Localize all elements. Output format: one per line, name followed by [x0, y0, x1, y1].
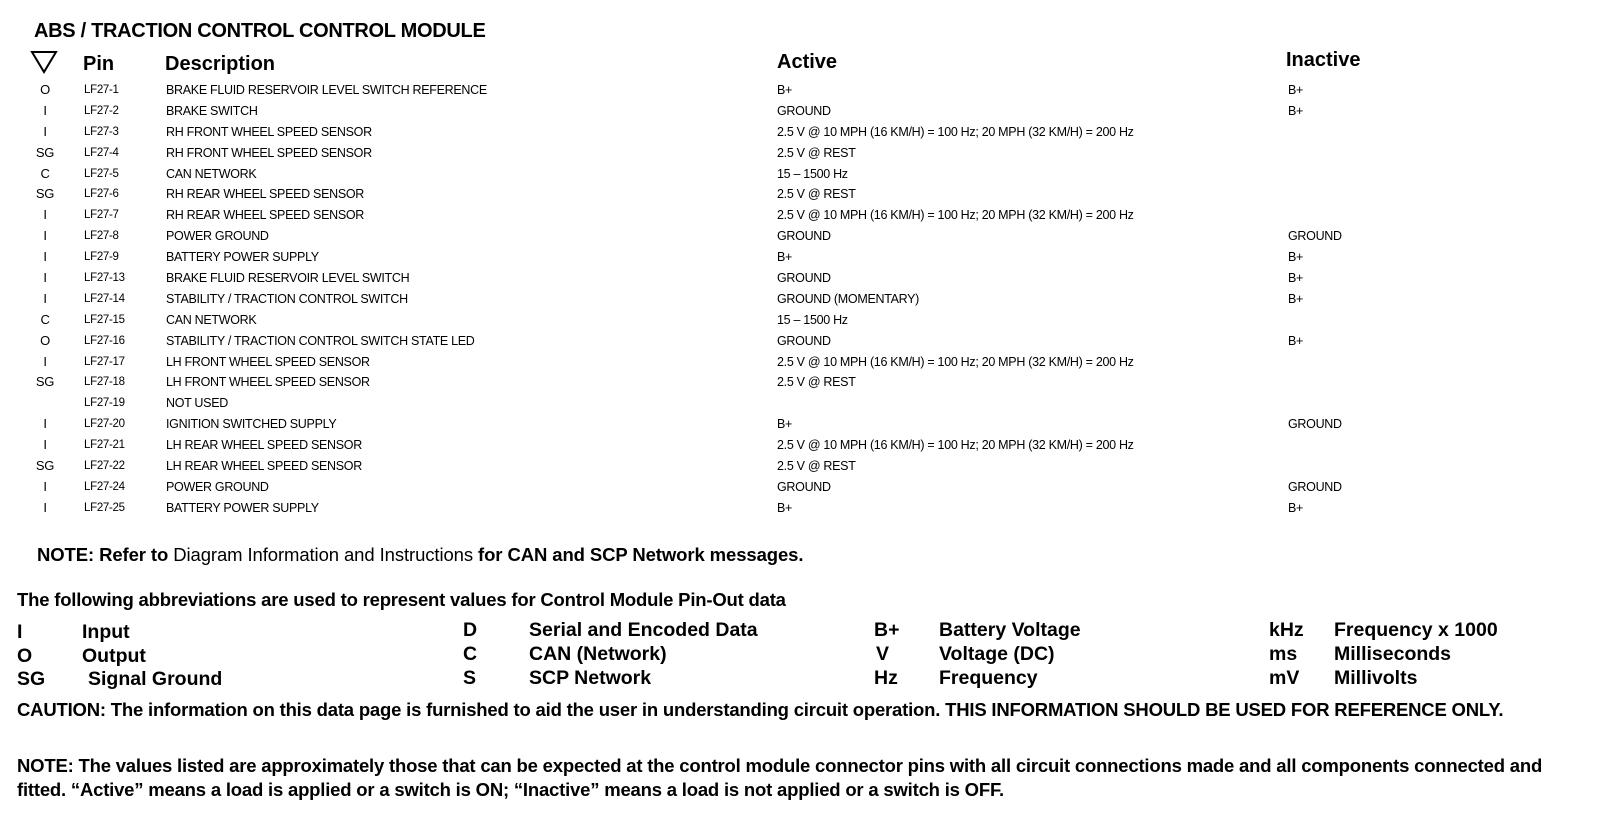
pin-description: CAN NETWORK	[166, 312, 257, 327]
pin-number: LF27-4	[84, 146, 119, 159]
pin-active-value: 2.5 V @ 10 MPH (16 KM/H) = 100 Hz; 20 MPH (32 KM/H) = 200 Hz	[777, 208, 1134, 223]
table-row	[0, 164, 1600, 185]
pin-type: SG	[35, 374, 55, 390]
table-row	[0, 268, 1600, 289]
abbreviation-meaning: Output	[82, 645, 146, 667]
pin-inactive-value: B+	[1288, 333, 1304, 348]
pin-type: I	[43, 478, 47, 494]
pin-description: RH FRONT WHEEL SPEED SENSOR	[166, 124, 372, 139]
abbreviation-meaning: Frequency	[939, 667, 1038, 689]
pin-number: LF27-13	[84, 272, 125, 285]
pin-inactive-value: B+	[1288, 500, 1304, 515]
pin-type: I	[43, 249, 47, 265]
pin-active-value: 2.5 V @ REST	[777, 187, 856, 202]
pin-number: LF27-9	[84, 251, 119, 264]
pin-inactive-value: GROUND	[1288, 417, 1342, 432]
pin-type: O	[40, 82, 50, 97]
pin-description: LH FRONT WHEEL SPEED SENSOR	[166, 375, 370, 390]
pin-type: I	[43, 123, 47, 139]
pin-active-value: B+	[777, 250, 793, 265]
pin-number: LF27-16	[84, 334, 125, 347]
pin-description: IGNITION SWITCHED SUPPLY	[166, 417, 337, 432]
pin-description: CAN NETWORK	[166, 166, 257, 181]
pin-active-value: 2.5 V @ REST	[777, 459, 856, 474]
pin-active-value: GROUND	[777, 103, 831, 118]
pin-active-value: 2.5 V @ 10 MPH (16 KM/H) = 100 Hz; 20 MPH (32 KM/H) = 200 Hz	[777, 124, 1134, 139]
table-row	[0, 184, 1600, 205]
abbreviations-heading: The following abbreviations are used to represent values for Control Module Pin-Out data	[17, 589, 786, 610]
page-title: ABS / TRACTION CONTROL CONTROL MODULE	[34, 20, 486, 42]
abbreviation-meaning: Signal Ground	[88, 668, 223, 690]
pin-description: STABILITY / TRACTION CONTROL SWITCH	[166, 291, 408, 306]
pin-type: I	[43, 270, 47, 286]
abbreviation-code: O	[17, 645, 33, 667]
pin-number: LF27-2	[84, 104, 119, 117]
pin-inactive-value: B+	[1288, 83, 1304, 97]
table-row	[0, 310, 1600, 331]
pin-description: POWER GROUND	[166, 479, 269, 494]
pin-description: BRAKE FLUID RESERVOIR LEVEL SWITCH REFERENCE	[166, 83, 487, 97]
pin-description: RH REAR WHEEL SPEED SENSOR	[166, 208, 365, 223]
pin-inactive-value: GROUND	[1288, 479, 1342, 494]
abbreviation-meaning: Voltage (DC)	[939, 643, 1055, 665]
abbreviation-code: D	[463, 619, 478, 641]
pin-number: LF27-22	[84, 460, 125, 473]
pin-description: BATTERY POWER SUPPLY	[166, 500, 319, 515]
table-row	[0, 393, 1600, 414]
pin-active-value: GROUND	[777, 271, 831, 286]
pin-active-value: B+	[777, 500, 793, 515]
pin-description: LH REAR WHEEL SPEED SENSOR	[166, 438, 362, 453]
abbreviation-meaning: Input	[82, 621, 130, 643]
pin-type: I	[43, 416, 47, 432]
pin-type: I	[43, 290, 47, 306]
network-note-lead: NOTE: Refer to	[37, 544, 169, 565]
pin-type: I	[43, 207, 47, 223]
table-row	[0, 435, 1600, 456]
abbreviation-meaning: Milliseconds	[1334, 643, 1452, 665]
pin-number: LF27-18	[84, 376, 125, 389]
abbreviation-code: C	[463, 643, 478, 665]
pin-active-value: 2.5 V @ REST	[777, 375, 856, 390]
pin-description: RH FRONT WHEEL SPEED SENSOR	[166, 145, 372, 160]
pin-number: LF27-8	[84, 230, 119, 243]
pin-type: I	[43, 102, 47, 118]
pin-inactive-value: B+	[1288, 103, 1304, 118]
pin-type: I	[43, 353, 47, 369]
table-row	[0, 477, 1600, 498]
pin-type: I	[43, 437, 47, 453]
abbreviation-code: B+	[874, 619, 900, 641]
column-header-pin: Pin	[83, 53, 115, 75]
pin-description: STABILITY / TRACTION CONTROL SWITCH STATE LED	[166, 333, 475, 348]
table-row	[0, 331, 1600, 352]
abbreviation-code: I	[17, 621, 23, 643]
abbreviation-meaning: Frequency x 1000	[1334, 619, 1498, 641]
table-row	[0, 143, 1600, 164]
pin-number: LF27-1	[84, 84, 119, 96]
pin-number: LF27-19	[84, 397, 125, 410]
pin-number: LF27-20	[84, 418, 125, 431]
abbreviation-code: ms	[1269, 643, 1298, 665]
pinout-table	[0, 80, 1600, 519]
table-row	[0, 101, 1600, 122]
pin-number: LF27-25	[84, 501, 125, 514]
abbreviation-meaning: Serial and Encoded Data	[529, 619, 758, 641]
pin-number: LF27-14	[84, 292, 125, 305]
pin-description: NOT USED	[166, 396, 228, 411]
pin-active-value: GROUND (MOMENTARY)	[777, 291, 920, 306]
table-row	[0, 456, 1600, 477]
table-row	[0, 205, 1600, 226]
pin-active-value: 15 – 1500 Hz	[777, 166, 848, 181]
column-header-active: Active	[777, 51, 838, 73]
pin-number: LF27-17	[84, 355, 125, 368]
pin-type: I	[43, 499, 47, 515]
table-row	[0, 247, 1600, 268]
network-note	[37, 544, 803, 566]
pin-description: LH FRONT WHEEL SPEED SENSOR	[166, 354, 370, 369]
abbreviation-code: V	[876, 643, 890, 665]
pin-active-value: B+	[777, 417, 793, 432]
pin-number: LF27-21	[84, 439, 125, 452]
abbreviation-meaning: Millivolts	[1334, 667, 1418, 689]
pin-type: SG	[35, 186, 55, 202]
caution-text: CAUTION: The information on this data page is furnished to aid the user in understanding circuit operation. THIS INFORMATION SHOULD BE USED FOR REFERENCE ONLY.	[17, 699, 1504, 720]
abbreviation-code: S	[463, 667, 477, 689]
pin-active-value: 2.5 V @ REST	[777, 145, 856, 160]
table-row	[0, 498, 1600, 519]
table-row	[0, 289, 1600, 310]
pin-description: BRAKE SWITCH	[166, 103, 258, 118]
pin-inactive-value: GROUND	[1288, 229, 1342, 244]
column-header-description: Description	[165, 53, 276, 75]
pin-number: LF27-6	[84, 188, 119, 201]
pin-active-value: GROUND	[777, 479, 831, 494]
pin-active-value: 2.5 V @ 10 MPH (16 KM/H) = 100 Hz; 20 MPH (32 KM/H) = 200 Hz	[777, 438, 1134, 453]
table-row	[0, 226, 1600, 247]
pin-active-value: 15 – 1500 Hz	[777, 312, 848, 327]
abbreviation-meaning: SCP Network	[529, 667, 652, 689]
pin-type: O	[40, 332, 50, 348]
pin-active-value: 2.5 V @ 10 MPH (16 KM/H) = 100 Hz; 20 MPH (32 KM/H) = 200 Hz	[777, 354, 1134, 369]
pin-type: SG	[35, 144, 55, 160]
pin-inactive-value: B+	[1288, 291, 1304, 306]
values-note: NOTE: The values listed are approximately those that can be expected at the control module connector pins with all circuit connections made and all components connected and fitted. “Active” means a load is applied or a switch is ON; “Inactive” means a load is not applied or a switch is OFF.	[17, 755, 1543, 800]
abbreviation-meaning: CAN (Network)	[529, 643, 667, 665]
pin-number: LF27-24	[84, 480, 125, 493]
abbreviation-code: Hz	[874, 667, 898, 689]
pin-active-value: GROUND	[777, 333, 831, 348]
table-row	[0, 414, 1600, 435]
pin-type: I	[43, 228, 47, 244]
abbreviation-meaning: Battery Voltage	[939, 619, 1081, 641]
table-row	[0, 80, 1600, 101]
pin-type: SG	[35, 458, 55, 474]
pin-description: BATTERY POWER SUPPLY	[166, 250, 319, 265]
pin-type: C	[40, 165, 50, 181]
table-row	[0, 372, 1600, 393]
pin-number: LF27-15	[84, 313, 125, 326]
column-header-inactive: Inactive	[1286, 49, 1361, 71]
pin-number: LF27-5	[84, 167, 119, 180]
abbreviation-code: SG	[17, 668, 46, 690]
pin-inactive-value: B+	[1288, 271, 1304, 286]
network-note-tail: for CAN and SCP Network messages.	[478, 544, 804, 565]
network-note-reference: Diagram Information and Instructions	[173, 544, 473, 565]
pin-description: LH REAR WHEEL SPEED SENSOR	[166, 459, 362, 474]
pin-active-value: B+	[777, 83, 793, 97]
abbreviation-code: mV	[1269, 667, 1300, 689]
pin-description: POWER GROUND	[166, 229, 269, 244]
pin-number: LF27-7	[84, 209, 119, 222]
pin-active-value: GROUND	[777, 229, 831, 244]
abbreviation-code: kHz	[1269, 619, 1304, 641]
pin-number: LF27-3	[84, 125, 119, 138]
pin-description: RH REAR WHEEL SPEED SENSOR	[166, 187, 365, 202]
table-row	[0, 352, 1600, 373]
pin-inactive-value: B+	[1288, 250, 1304, 265]
triangle-down-icon	[30, 50, 58, 74]
pin-type: C	[40, 311, 50, 327]
table-row	[0, 122, 1600, 143]
pin-description: BRAKE FLUID RESERVOIR LEVEL SWITCH	[166, 271, 410, 286]
